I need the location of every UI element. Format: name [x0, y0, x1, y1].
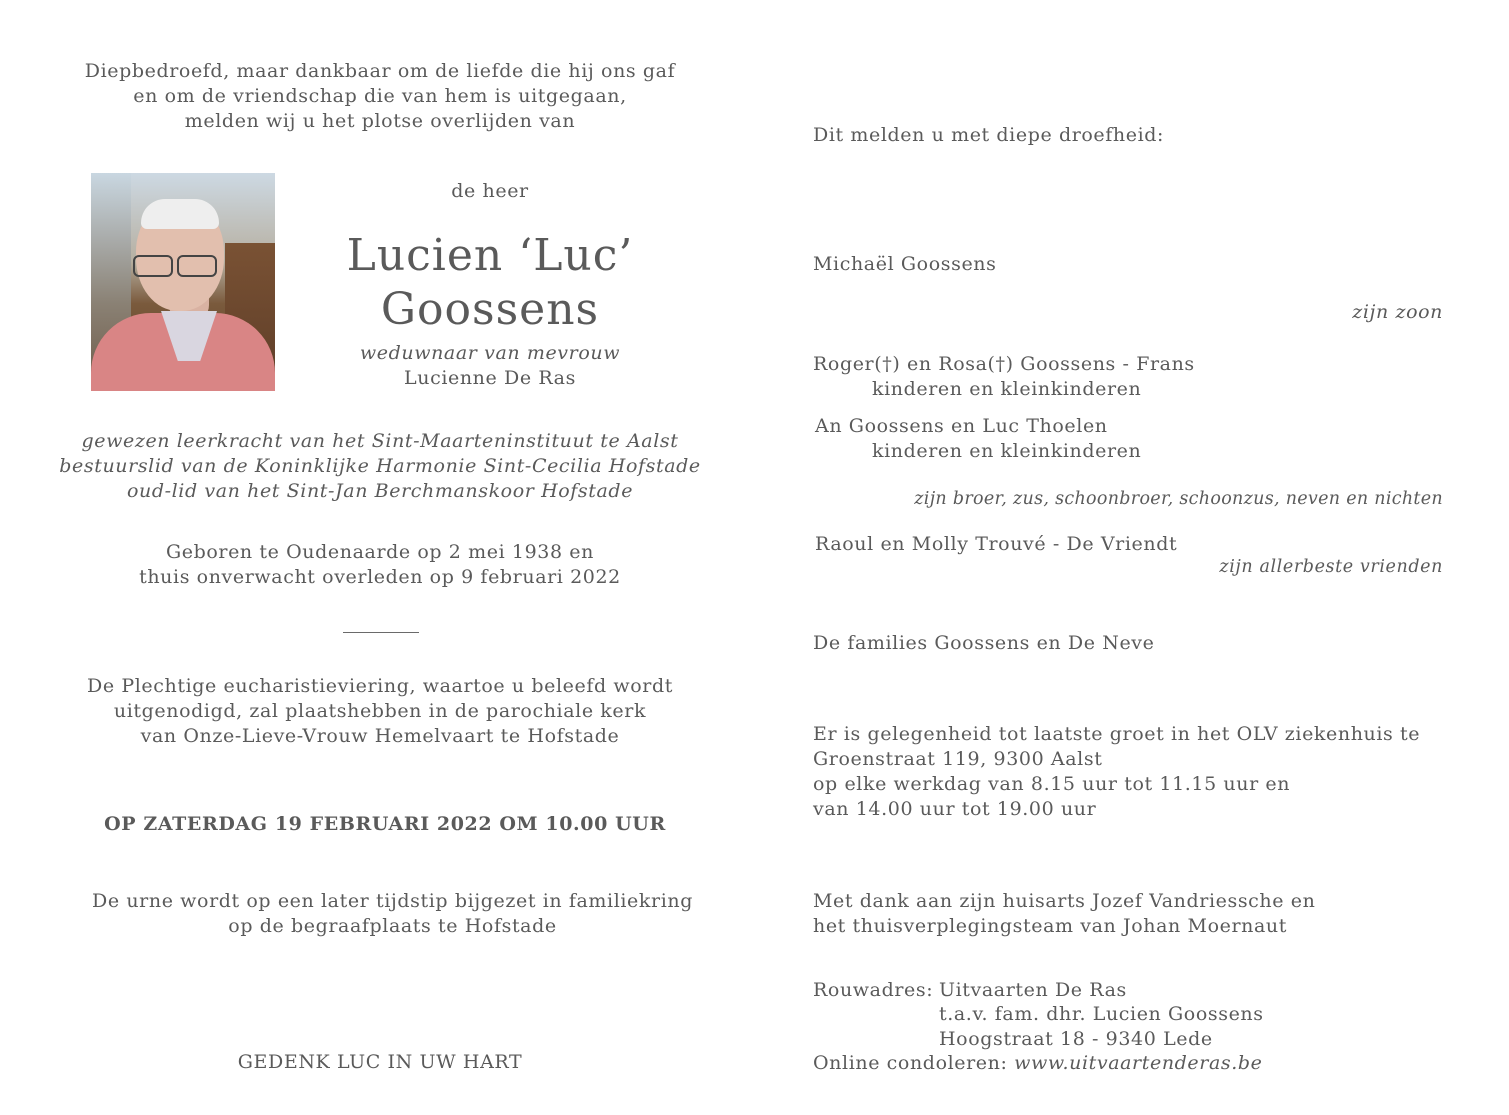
visitation-line: op elke werkdag van 8.15 uur tot 11.15 uur en [813, 773, 1291, 795]
widower-text [290, 341, 690, 391]
ceremony-text [40, 674, 720, 749]
urn-text [40, 889, 745, 939]
role-line: bestuurslid van de Koninklijke Harmonie Sint-Cecilia Hofstade [59, 455, 701, 477]
family-intro: Dit melden u met diepe droefheid: [813, 124, 1165, 146]
urn-line: op de begraafplaats te Hofstade [228, 915, 557, 937]
siblings-relation: zijn broer, zus, schoonbroer, schoonzus, neven en nichten [914, 489, 1443, 509]
urn-line: De urne wordt op een later tijdstip bijgezet in familiekring [92, 890, 693, 912]
visitation-line: Er is gelegenheid tot laatste groet in het OLV ziekenhuis te [813, 723, 1421, 745]
intro-line: en om de vriendschap die van hem is uitgegaan, [133, 85, 627, 107]
ceremony-line: uitgenodigd, zal plaatshebben in de parochiale kerk [113, 700, 647, 722]
intro-text [40, 59, 720, 134]
roles-text [40, 429, 720, 504]
online-condolence-label: Online condoleren: [813, 1052, 1008, 1074]
visitation-line: van 14.00 uur tot 19.00 uur [813, 798, 1097, 820]
widower-line2: Lucienne De Ras [404, 367, 576, 389]
mourning-address-line3: Hoogstraat 18 - 9340 Lede [939, 1028, 1213, 1050]
intro-line: Diepbedroefd, maar dankbaar om de liefde die hij ons gaf [84, 60, 676, 82]
mourning-address-label: Rouwadres: [813, 979, 934, 1001]
sibling2-children: kinderen en kleinkinderen [872, 440, 1142, 462]
intro-line: melden wij u het plotse overlijden van [184, 110, 576, 132]
closing-text: GEDENK LUC IN UW HART [237, 1051, 523, 1073]
mourning-address-line2: t.a.v. fam. dhr. Lucien Goossens [939, 1003, 1264, 1025]
friends-relation: zijn allerbeste vrienden [1219, 557, 1443, 577]
son-name: Michaël Goossens [813, 253, 997, 275]
son-relation: zijn zoon [1352, 301, 1443, 323]
visitation-text [813, 722, 1420, 822]
visitation-line: Groenstraat 119, 9300 Aalst [813, 748, 1103, 770]
ceremony-datetime: OP ZATERDAG 19 FEBRUARI 2022 OM 10.00 UUR [104, 813, 666, 835]
role-line: gewezen leerkracht van het Sint-Maarteninstituut te Aalst [81, 430, 679, 452]
online-condolence [813, 1051, 1262, 1076]
salutation: de heer [451, 180, 529, 202]
thanks-line: Met dank aan zijn huisarts Jozef Vandriessche en [813, 890, 1316, 912]
separator-line [343, 632, 419, 633]
portrait-photo [91, 173, 275, 391]
deceased-name [290, 229, 690, 337]
mourning-address-line1: Uitvaarten De Ras [939, 979, 1127, 1001]
deceased-name-line1: Lucien ‘Luc’ [346, 230, 634, 281]
friends-names: Raoul en Molly Trouvé - De Vriendt [815, 533, 1178, 555]
date-line: thuis onverwacht overleden op 9 februari 2022 [139, 566, 621, 588]
ceremony-line: De Plechtige eucharistieviering, waartoe u beleefd wordt [87, 675, 673, 697]
sibling1-names: Roger(†) en Rosa(†) Goossens - Frans [813, 353, 1195, 375]
families-text: De families Goossens en De Neve [813, 632, 1155, 654]
role-line: oud-lid van het Sint-Jan Berchmanskoor Hofstade [126, 480, 634, 502]
widower-line1: weduwnaar van mevrouw [359, 342, 621, 364]
thanks-text [813, 889, 1315, 939]
ceremony-line: van Onze-Lieve-Vrouw Hemelvaart te Hofstade [140, 725, 620, 747]
thanks-line: het thuisverplegingsteam van Johan Moernaut [813, 915, 1287, 937]
date-line: Geboren te Oudenaarde op 2 mei 1938 en [165, 541, 594, 563]
deceased-name-line2: Goossens [380, 284, 600, 335]
online-condolence-link[interactable]: www.uitvaartenderas.be [1014, 1052, 1263, 1074]
sibling1-children: kinderen en kleinkinderen [872, 378, 1142, 400]
dates-text [40, 540, 720, 590]
sibling2-names: An Goossens en Luc Thoelen [815, 415, 1108, 437]
